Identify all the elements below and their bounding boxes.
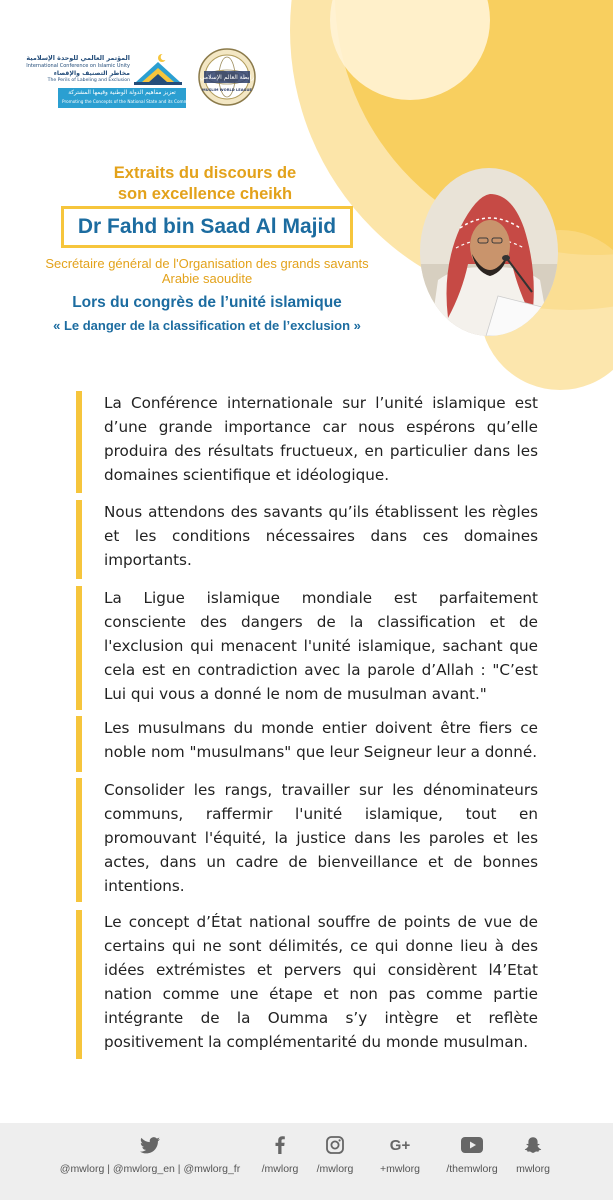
conference-logo (26, 44, 208, 108)
speaker-portrait (420, 168, 558, 336)
speaker-name-box (61, 206, 353, 248)
snapchat-icon[interactable] (505, 1135, 561, 1155)
googleplus-glyph: G+ (389, 1136, 411, 1154)
snapchat-label: mwlorg (516, 1163, 550, 1175)
conference-arabic-title: المؤتمر العالمي للوحدة الإسلامية (26, 54, 130, 62)
paragraph-5: Consolider les rangs, travailler sur les dénominateurs communs, raffermir l'unité islamique, tout en promouvant l'équité, la justice dans les paroles et les actes, dans un cadre de bienveillance et de bonnes intentions. (76, 778, 538, 902)
conference-band (58, 88, 208, 108)
conference-english-subtitle: The Perils of Labeling and Exclusion (47, 78, 130, 83)
twitter-group[interactable] (40, 1123, 260, 1200)
mwl-english: MUSLIM WORLD LEAGUE (202, 88, 252, 92)
mwl-logo (198, 48, 256, 106)
conference-english-title: International Conference on Islamic Unity (26, 63, 130, 69)
separator: | (107, 1163, 113, 1175)
separator: | (177, 1163, 184, 1175)
instagram-label: /mwlorg (316, 1163, 354, 1175)
speaker-role-line-2: Arabie saoudite (161, 271, 253, 286)
speaker-role-line-1: Secrétaire général de l'Organisation des grands savants (45, 256, 369, 271)
event-theme: « Le danger de la classification et de l’exclusion » (53, 318, 361, 333)
paragraph-2: Nous attendons des savants qu’ils établissent les règles et les conditions nécessaires dans ces domaines importants. (76, 500, 538, 579)
event-title: Lors du congrès de l’unité islamique (72, 294, 342, 311)
paragraph-6: Le concept d’État national souffre de points de vue de certains qui ne sont délimités, ce qui donne lieu à des idées extrémistes et pervers qui considèrent l4’Etat nation comme une étape et non pas comme partie intégrante de la Oumma s’y intègre et reflète positivement la complémentarité du monde musulman. (76, 910, 538, 1059)
social-footer (0, 1123, 613, 1200)
facebook-label: /mwlorg (261, 1163, 299, 1175)
intro-line-2: son excellence cheikh (117, 185, 293, 203)
twitter-handle-1[interactable]: @mwlorg (59, 1163, 105, 1175)
twitter-icon[interactable] (40, 1135, 260, 1155)
intro-heading (60, 163, 350, 205)
paragraph-4: Les musulmans du monde entier doivent être fiers ce noble nom "musulmans" que leur Seigneur leur a donné. (76, 716, 538, 772)
mwl-arabic: رابطة العالم الإسلامي (199, 74, 255, 81)
snapchat-link[interactable] (505, 1123, 561, 1200)
conference-band-arabic: تعزيز مفاهيم الدولة الوطنية وقيمها المشتركة (68, 90, 176, 96)
conference-band-english: Promoting the Concepts of the National State and its Common Values (62, 99, 208, 104)
conference-arabic-subtitle: مخاطر التصنيف والإقصاء (53, 70, 130, 77)
twitter-handle-3[interactable]: @mwlorg_fr (183, 1163, 241, 1175)
youtube-label: /themwlorg (446, 1163, 498, 1175)
youtube-icon[interactable] (437, 1135, 507, 1155)
twitter-handles (40, 1163, 260, 1175)
facebook-icon[interactable] (250, 1135, 310, 1155)
youtube-link[interactable] (437, 1123, 507, 1200)
twitter-handle-2[interactable]: @mwlorg_en (112, 1163, 175, 1175)
paragraph-1: La Conférence internationale sur l’unité islamique est d’une grande importance car nous espérons qu’elle produira des résultats fructueux, en particulier dans les domaines scientifique et idéologique. (76, 391, 538, 493)
conference-emblem-icon (132, 52, 184, 86)
instagram-icon[interactable] (305, 1135, 365, 1155)
intro-line-1: Extraits du discours de (113, 164, 297, 182)
speaker-name: Dr Fahd bin Saad Al Majid (77, 215, 337, 238)
googleplus-label: +mwlorg (380, 1163, 420, 1175)
facebook-link[interactable] (250, 1123, 310, 1200)
googleplus-icon[interactable] (370, 1135, 430, 1155)
speaker-role (30, 256, 384, 286)
paragraph-3: La Ligue islamique mondiale est parfaitement consciente des dangers de la classification et de l'exclusion qui menacent l'unité islamique, sachant que cela est en contradiction avec la parole d’Allah : "C’est Lui qui vous a donné le nom de musulman avant." (76, 586, 538, 710)
googleplus-link[interactable] (370, 1123, 430, 1200)
instagram-link[interactable] (305, 1123, 365, 1200)
